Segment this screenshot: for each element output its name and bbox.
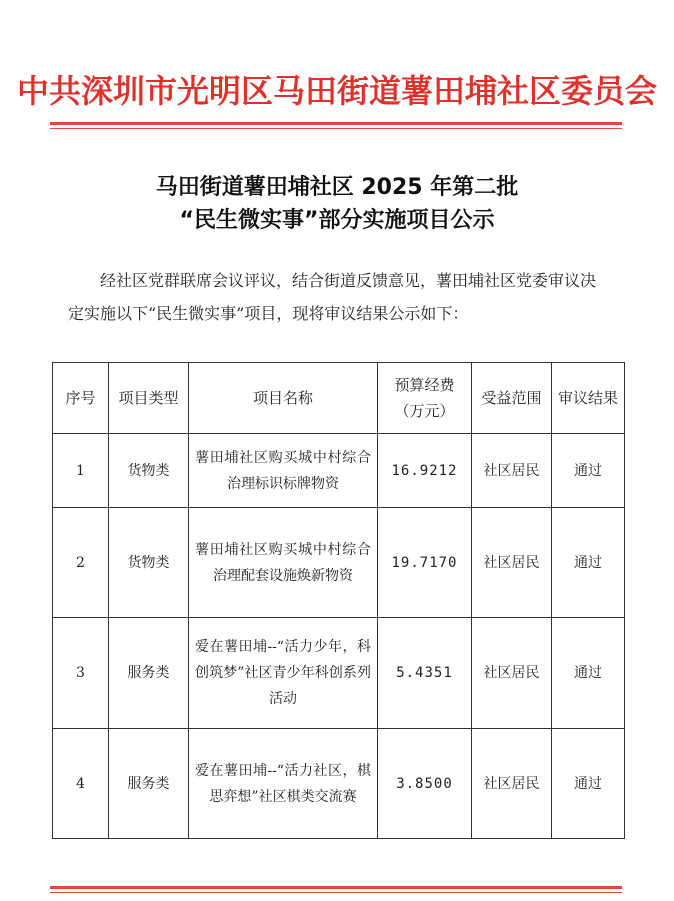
document-header: 中共深圳市光明区马田街道薯田埔社区委员会 (16, 72, 657, 110)
footer-red-line-thin (50, 892, 622, 893)
header-scope: 受益范围 (472, 363, 552, 434)
header-no: 序号 (53, 363, 109, 434)
cell-result: 通过 (552, 508, 625, 618)
cell-type: 货物类 (109, 434, 189, 508)
cell-type: 货物类 (109, 508, 189, 618)
table-header-row (53, 363, 625, 434)
cell-scope: 社区居民 (472, 508, 552, 618)
intro-paragraph: 经社区党群联席会议评议，结合街道反馈意见，薯田埔社区党委审议决定实施以下“民生微实事”项目，现将审议结果公示如下： (68, 271, 597, 323)
table-row (53, 618, 625, 729)
project-table (52, 362, 625, 839)
header-result: 审议结果 (552, 363, 625, 434)
cell-scope: 社区居民 (472, 729, 552, 839)
cell-no: 2 (53, 508, 109, 618)
header-red-line-thick (50, 122, 622, 125)
cell-name: 爱在薯田埔--“活力少年，科创筑梦”社区青少年科创系列活动 (189, 618, 378, 729)
document-title-line1: 马田街道薯田埔社区 2025 年第二批 (155, 175, 519, 200)
header-red-line-thin (50, 128, 622, 129)
cell-scope: 社区居民 (472, 618, 552, 729)
cell-no: 3 (53, 618, 109, 729)
cell-type: 服务类 (109, 618, 189, 729)
cell-no: 1 (53, 434, 109, 508)
table-row (53, 508, 625, 618)
cell-name: 薯田埔社区购买城中村综合治理标识标牌物资 (189, 434, 378, 508)
cell-name: 爱在薯田埔--“活力社区，棋思弈想”社区棋类交流赛 (189, 729, 378, 839)
cell-scope: 社区居民 (472, 434, 552, 508)
cell-budget: 3.8500 (378, 729, 472, 839)
header-budget: 预算经费（万元） (378, 363, 472, 434)
cell-result: 通过 (552, 729, 625, 839)
cell-name: 薯田埔社区购买城中村综合治理配套设施焕新物资 (189, 508, 378, 618)
document-title-line2: “民生微实事”部分实施项目公示 (179, 208, 495, 233)
cell-no: 4 (53, 729, 109, 839)
cell-result: 通过 (552, 434, 625, 508)
table-row (53, 434, 625, 508)
table-row (53, 729, 625, 839)
cell-budget: 16.9212 (378, 434, 472, 508)
footer-red-line-thick (50, 886, 622, 889)
header-name: 项目名称 (189, 363, 378, 434)
header-type: 项目类型 (109, 363, 189, 434)
cell-budget: 19.7170 (378, 508, 472, 618)
cell-type: 服务类 (109, 729, 189, 839)
cell-budget: 5.4351 (378, 618, 472, 729)
cell-result: 通过 (552, 618, 625, 729)
